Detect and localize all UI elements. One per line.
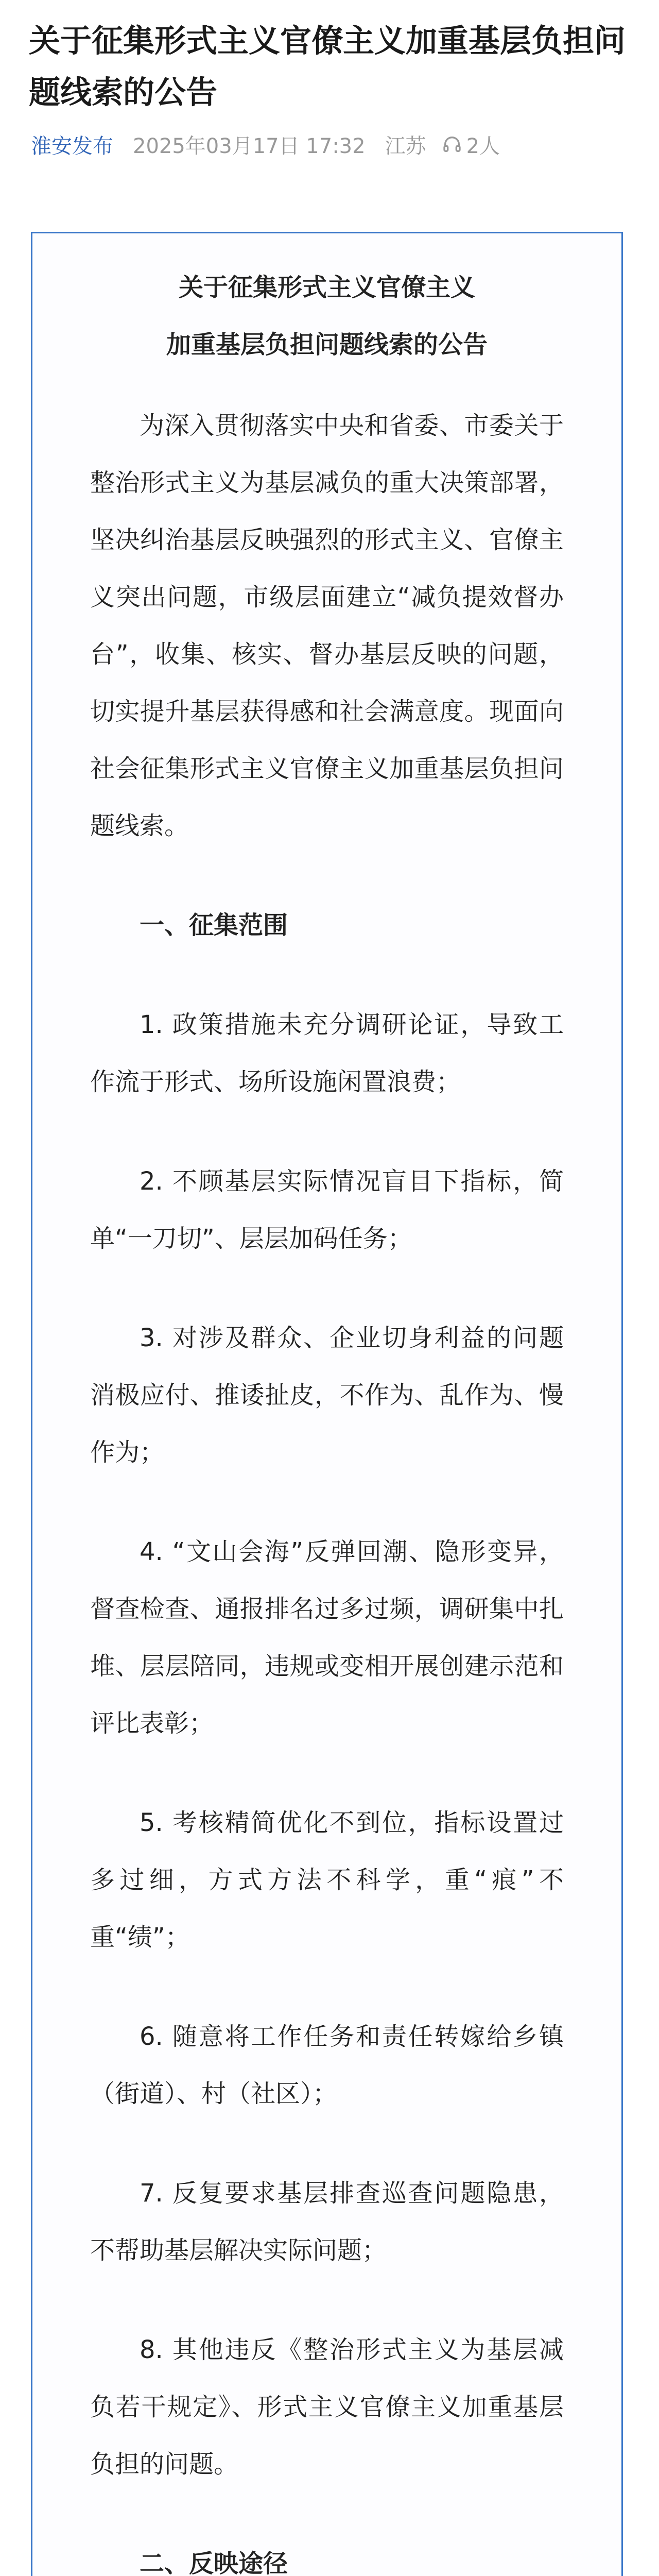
source-link[interactable]: 淮安发布 [31, 134, 113, 158]
scope-item: 8. 其他违反《整治形式主义为基层减负若干规定》、形式主义官僚主义加重基层负担的问题。 [90, 2335, 564, 2479]
scope-item: 1. 政策措施未充分调研论证，导致工作流于形式、场所设施闲置浪费； [90, 1010, 564, 1096]
article-title: 关于征集形式主义官僚主义加重基层负担问题线索的公告 [29, 23, 626, 111]
headphones-icon [442, 134, 462, 155]
section-heading-scope: 一、征集范围 [140, 911, 288, 940]
reader-count [442, 130, 500, 159]
reader-count-label: 2人 [466, 134, 500, 158]
scope-item: 2. 不顾基层实际情况盲目下指标，简单“一刀切”、层层加码任务； [90, 1167, 564, 1253]
notice-intro: 为深入贯彻落实中央和省委、市委关于整治形式主义为基层减负的重大决策部署，坚决纠治基层反映强烈的形式主义、官僚主义突出问题，市级层面建立“减负提效督办台”，收集、核实、督办基层反映的问题，切实提升基层获得感和社会满意度。现面向社会征集形式主义官僚主义加重基层负担问题线索。 [90, 411, 564, 840]
scope-item: 5. 考核精简优化不到位，指标设置过多过细，方式方法不科学，重“痕”不重“绩”； [90, 1808, 564, 1952]
notice-card [31, 232, 623, 2576]
scope-item: 4. “文山会海”反弹回潮、隐形变异，督查检查、通报排名过多过频，调研集中扎堆、层层陪同，违规或变相开展创建示范和评比表彰； [90, 1537, 564, 1738]
scope-item: 6. 随意将工作任务和责任转嫁给乡镇（街道）、村（社区）； [90, 2022, 564, 2108]
publish-location: 江苏 [385, 134, 426, 158]
scope-item: 7. 反复要求基层排查巡查问题隐患，不帮助基层解决实际问题； [90, 2179, 564, 2265]
scope-item: 3. 对涉及群众、企业切身利益的问题消极应付、推诿扯皮，不作为、乱作为、慢作为； [90, 1324, 564, 1467]
notice-title-line2: 加重基层负担问题线索的公告 [166, 330, 488, 359]
notice-title-line1: 关于征集形式主义官僚主义 [178, 273, 475, 302]
section-heading-channels: 二、反映途径 [140, 2549, 288, 2576]
article-meta [31, 129, 500, 160]
publish-datetime: 2025年03月17日 17:32 [133, 134, 366, 158]
notice-body [90, 259, 564, 2576]
